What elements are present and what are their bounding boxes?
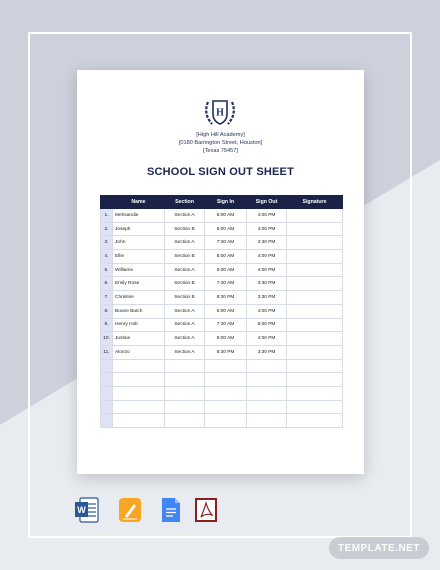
cell-sign-out	[247, 386, 287, 400]
table-header-row	[101, 196, 343, 209]
cell-name: Henry Holt	[113, 318, 165, 332]
table-row	[101, 414, 343, 428]
cell-section: Section B	[165, 250, 205, 264]
cell-signature	[287, 250, 343, 264]
cell-signature	[287, 414, 343, 428]
table-row	[101, 345, 343, 359]
cell-number: 7.	[101, 291, 113, 305]
table-row	[101, 359, 343, 373]
cell-name: Justine	[113, 332, 165, 346]
cell-name: John	[113, 236, 165, 250]
word-icon[interactable]	[75, 497, 99, 523]
cell-sign-in: 8:00 AM	[205, 222, 247, 236]
table-row	[101, 291, 343, 305]
cell-section: Section B	[165, 277, 205, 291]
academy-crest-icon	[200, 96, 240, 130]
cell-signature	[287, 386, 343, 400]
cell-sign-in: 8:00 AM	[205, 209, 247, 223]
cell-sign-in	[205, 386, 247, 400]
cell-number: 2.	[101, 222, 113, 236]
document-page	[77, 70, 364, 474]
sign-out-table	[100, 195, 343, 428]
school-address: [0180 Barrington Street, Houston]	[178, 140, 263, 146]
cell-sign-in: 7:30 AM	[205, 277, 247, 291]
cell-number: 10.	[101, 332, 113, 346]
column-header-section: Section	[165, 196, 205, 209]
cell-name	[113, 414, 165, 428]
cell-signature	[287, 318, 343, 332]
cell-sign-in: 8:30 PM	[205, 291, 247, 305]
cell-signature	[287, 345, 343, 359]
table-row	[101, 400, 343, 414]
cell-name	[113, 359, 165, 373]
cell-sign-out	[247, 373, 287, 387]
cell-name	[113, 373, 165, 387]
cell-number: 5.	[101, 263, 113, 277]
cell-number	[101, 373, 113, 387]
cell-section: Section A	[165, 332, 205, 346]
cell-name: Emily Rose	[113, 277, 165, 291]
cell-sign-out	[247, 400, 287, 414]
cell-section: Section A	[165, 236, 205, 250]
cell-section	[165, 359, 205, 373]
cell-sign-out: 4:00 PM	[247, 263, 287, 277]
column-header-sign-in: Sign In	[205, 196, 247, 209]
google-docs-icon[interactable]	[159, 497, 183, 523]
cell-signature	[287, 277, 343, 291]
cell-sign-out: 3:30 PM	[247, 277, 287, 291]
cell-sign-out: 5:00 PM	[247, 318, 287, 332]
cell-sign-in: 8:00 AM	[205, 263, 247, 277]
cell-number: 3.	[101, 236, 113, 250]
cell-sign-out: 4:00 PM	[247, 332, 287, 346]
column-header-name: Name	[113, 196, 165, 209]
cell-sign-in: 8:00 AM	[205, 250, 247, 264]
cell-section	[165, 373, 205, 387]
cell-section	[165, 414, 205, 428]
cell-sign-out: 3:30 PM	[247, 236, 287, 250]
table-row	[101, 373, 343, 387]
cell-section	[165, 386, 205, 400]
cell-sign-out: 4:00 PM	[247, 209, 287, 223]
cell-sign-in: 8:00 AM	[205, 304, 247, 318]
page-title: SCHOOL SIGN OUT SHEET	[146, 166, 294, 178]
cell-number: 9.	[101, 318, 113, 332]
table-row	[101, 318, 343, 332]
brand-watermark: TEMPLATE.NET	[329, 537, 429, 559]
cell-number: 4.	[101, 250, 113, 264]
cell-number: 6.	[101, 277, 113, 291]
cell-sign-in	[205, 373, 247, 387]
pages-icon[interactable]	[118, 497, 142, 523]
cell-sign-out: 4:00 PM	[247, 250, 287, 264]
cell-name: Alonzo	[113, 345, 165, 359]
pdf-icon[interactable]	[194, 497, 218, 523]
cell-signature	[287, 209, 343, 223]
cell-number: 8.	[101, 304, 113, 318]
cell-signature	[287, 236, 343, 250]
cell-name	[113, 386, 165, 400]
cell-sign-in	[205, 414, 247, 428]
cell-sign-in: 8:30 PM	[205, 345, 247, 359]
table-row	[101, 209, 343, 223]
cell-sign-in	[205, 359, 247, 373]
table-row	[101, 250, 343, 264]
cell-section: Section A	[165, 209, 205, 223]
cell-sign-out: 3:30 PM	[247, 345, 287, 359]
cell-name: Boone Butch	[113, 304, 165, 318]
cell-name: Mehsandie	[113, 209, 165, 223]
table-row	[101, 236, 343, 250]
cell-sign-out	[247, 359, 287, 373]
crest-letter: H	[216, 107, 224, 119]
table-row	[101, 263, 343, 277]
cell-signature	[287, 263, 343, 277]
cell-number	[101, 359, 113, 373]
cell-signature	[287, 222, 343, 236]
table-row	[101, 304, 343, 318]
cell-name: Christine	[113, 291, 165, 305]
cell-section: Section A	[165, 304, 205, 318]
cell-number: 1.	[101, 209, 113, 223]
cell-sign-in	[205, 400, 247, 414]
table-row	[101, 222, 343, 236]
cell-section: Section A	[165, 345, 205, 359]
cell-signature	[287, 400, 343, 414]
cell-number	[101, 414, 113, 428]
cell-sign-in: 7:30 AM	[205, 318, 247, 332]
column-header-sign-out: Sign Out	[247, 196, 287, 209]
cell-sign-out: 3:30 PM	[247, 291, 287, 305]
cell-number	[101, 386, 113, 400]
cell-sign-out: 4:00 PM	[247, 304, 287, 318]
school-name: [High Hill Academy]	[196, 132, 245, 138]
cell-signature	[287, 291, 343, 305]
cell-section	[165, 400, 205, 414]
cell-number: 11.	[101, 345, 113, 359]
cell-section: Section A	[165, 318, 205, 332]
column-header-number	[101, 196, 113, 209]
school-city-state: [Texas 75457]	[203, 148, 238, 154]
column-header-signature: Signature	[287, 196, 343, 209]
word-icon-letter: W	[77, 505, 86, 515]
cell-signature	[287, 332, 343, 346]
cell-name: Joseph	[113, 222, 165, 236]
cell-name: Ellie	[113, 250, 165, 264]
cell-section: Section A	[165, 263, 205, 277]
cell-sign-in: 8:00 AM	[205, 332, 247, 346]
cell-name: Williams	[113, 263, 165, 277]
cell-signature	[287, 373, 343, 387]
cell-signature	[287, 359, 343, 373]
cell-sign-in: 7:30 AM	[205, 236, 247, 250]
table-row	[101, 332, 343, 346]
table-row	[101, 277, 343, 291]
cell-signature	[287, 304, 343, 318]
cell-sign-out: 4:00 PM	[247, 222, 287, 236]
cell-section: Section B	[165, 291, 205, 305]
cell-sign-out	[247, 414, 287, 428]
table-row	[101, 386, 343, 400]
cell-section: Section B	[165, 222, 205, 236]
cell-number	[101, 400, 113, 414]
cell-name	[113, 400, 165, 414]
